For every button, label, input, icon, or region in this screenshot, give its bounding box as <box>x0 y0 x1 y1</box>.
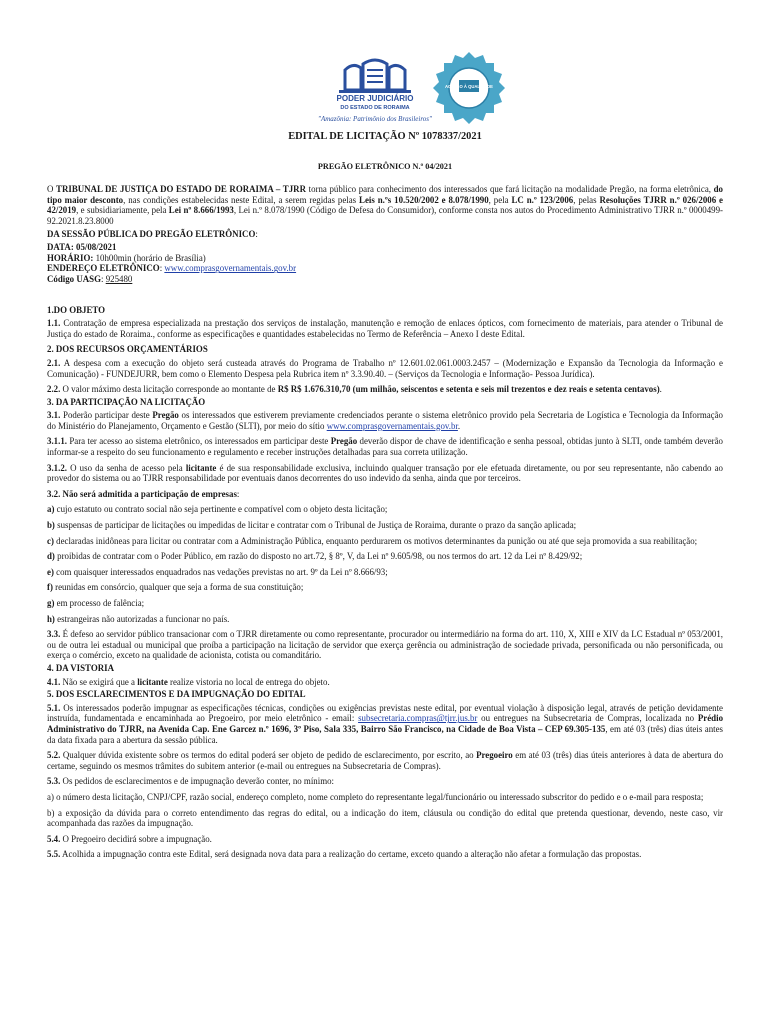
document-header <box>47 0 723 128</box>
paragraph-4-1: 4.1. Não se exigirá que a licitante realize vistoria no local de entrega do objeto. <box>47 676 330 687</box>
quality-seal <box>429 50 509 130</box>
paragraph-2-1: 2.1. A despesa com a execução do objeto será custeada através do Programa de Trabalho nº 12.601.02.061.0003.2457 – (Modernização e Expansão da Tecnologia da Informação e Comunicação) - FUNDEJURR, bem como o Elemento Despesa pela Rubrica item nº 3.3.90.40. – (Serviços da Tecnologia e Informação- Pessoa Jurídica). <box>47 357 723 379</box>
paragraph-5-2: 5.2. Qualquer dúvida existente sobre os termos do edital poderá ser objeto de pedido de esclarecimento, por escrito, ao Pregoeiro em até 03 (três) dias úteis anteriores à data de abertura do certame, seguindo os mesmos trâmites do subitem anterior (e-mail ou entregues na Subsecretaria de Compras). <box>47 750 724 771</box>
sessao-data: DATA: 05/08/2021 <box>47 242 117 253</box>
comprasgov-link[interactable]: www.comprasgovernamentais.gov.br <box>164 263 297 274</box>
paragraph-5-4: 5.4. O Pregoeiro decidirá sobre a impugnação. <box>47 833 212 844</box>
edital-title: EDITAL DE LICITAÇÃO Nº 1078337/2021 <box>288 131 482 142</box>
paragraph-1-1: 1.1. Contratação de empresa especializada na prestação dos serviços de instalação, manutenção e remoção de enlaces ópticos, com fornecimento de materiais, para atender o Tribunal de Justiça do estado de Roraima., conforme as especificações e quantidades estabelecidas no Termo de Referência – Anexo I deste Edital. <box>47 318 723 339</box>
paragraph-5-3: 5.3. Os pedidos de esclarecimentos e de impugnação deverão conter, no mínimo: <box>47 776 335 787</box>
paragraph-5-1: 5.1. Os interessados poderão impugnar as especificações técnicas, condições ou exigências previstas neste edital, por eventual violação à disposição legal, através de petição devidamente instruída, fundamentada e encaminhada ao Pregoeiro, por meio eletrônico - email: subsecretaria.compras@tjrr.jus.br ou entregues na Subsecretaria de Compras, localizada no Prédio Administrativo do TJRR, na Avenida Cap. Ene Garcez n.º 1696, 3º Piso, Sala 335, Bairro São Francisco, na Cidade de Boa Vista – CEP 69.305-135, em até 03 (três) dias úteis antes da data fixada para a abertura da sessão pública. <box>47 702 724 745</box>
comprasgov-link-2[interactable]: www.comprasgovernamentais.gov.br <box>326 420 458 431</box>
section-1-heading: 1.DO OBJETO <box>47 304 106 315</box>
list-item: f) reunidas em consórcio, qualquer que seja a forma de sua constituição; <box>47 582 304 593</box>
list-item: c) declaradas inidôneas para licitar ou contratar com a Administração Pública, enquanto perdurarem os motivos determinantes da punição ou até que seja promovida a sua reabilitação; <box>47 535 698 546</box>
intro-paragraph: O TRIBUNAL DE JUSTIÇA DO ESTADO DE RORAIMA – TJRR torna público para conhecimento dos interessados que fará licitação na modalidade Pregão, na forma eletrônica, do tipo maior desconto, nas condições estabelecidas neste Edital, a serem regidas pelas Leis n.ºs 10.520/2002 e 8.078/1990, pela LC n.º 123/2006, pelas Resoluções TJRR n.º 026/2006 e 42/2019, e subsidiariamente, pela Lei nº 8.666/1993, Lei n.º 8.078/1990 (Código de Defesa do Consumidor), conforme consta nos autos do Procedimento Administrativo TJRR n.º 0000499-92.2021.8.23.8000 <box>47 184 723 226</box>
list-item: h) estrangeiras não autorizadas a funcionar no país. <box>47 613 230 624</box>
sessao-heading: DA SESSÃO PÚBLICA DO PREGÃO ELETRÔNICO: <box>47 228 258 239</box>
svg-text:ACESSO À QUALIDADE: ACESSO À QUALIDADE <box>445 84 493 89</box>
list-item: e) com quaisquer interessados enquadrados nas vedações previstas no art. 9º da Lei nº 8.666/93; <box>47 566 388 577</box>
list-item: g) em processo de falência; <box>47 598 145 608</box>
paragraph-3-3: 3.3. É defeso ao servidor público transacionar com o TJRR diretamente ou como representante, procurador ou intermediário na forma do art. 110, X, XIII e XIV da LC Estadual nº 053/2001, ou de outra lei estadual ou municipal que proíba a participação na licitação de servidor que exerça gerência ou administração de sociedade privada, personificada ou não personificada, ou exerça o comércio, exceto na qualidade de acionista, cotista ou comanditário. <box>47 629 723 661</box>
svg-text:PODER JUDICIÁRIO: PODER JUDICIÁRIO <box>336 94 414 103</box>
list-item: d) proibidas de contratar com o Poder Público, em razão do disposto no art.72, § 8º, V, da Lei nº 9.605/98, ou nos termos do art. 12 da Lei nº 8.429/92; <box>47 551 583 562</box>
sessao-details <box>47 242 723 284</box>
pregao-subtitle: PREGÃO ELETRÔNICO N.º 04/2021 <box>317 161 453 171</box>
sessao-uasg: Código UASG: 925480 <box>47 273 133 284</box>
sessao-endereco: ENDEREÇO ELETRÔNICO: www.comprasgovernamentais.gov.br <box>47 263 297 274</box>
document-page <box>47 0 723 865</box>
paragraph-5-3-b: b) a exposição da dúvida para o correto entendimento das regras do edital, ou a indicação do item, cláusula ou condição do edital que pretenda questionar, devendo, neste caso, vir acompanhada das razões da impugnação. <box>47 807 723 829</box>
paragraph-5-3-a: a) o número desta licitação, CNPJ/CPF, razão social, endereço completo, nome completo do representante legal/funcionário ou interessado subscritor do pedido e o e-mail para resposta; <box>47 791 704 802</box>
paragraph-3-1-2: 3.1.2. O uso da senha de acesso pela licitante é de sua responsabilidade exclusiva, incluindo qualquer transação por ele efetuada diretamente, ou por seu representante, não cabendo ao provedor do sistema ou ao TJRR responsabilidade por eventuais danos decorrentes do uso indevido da senha, ainda que por terceiros. <box>47 462 723 484</box>
section-4-heading: 4. DA VISTORIA <box>47 662 114 673</box>
list-item: b) suspensas de participar de licitações ou impedidas de licitar e contratar com o Tribunal de Justiça de Roraima, durante o prazo da sanção aplicada; <box>47 520 577 531</box>
section-5-heading: 5. DOS ESCLARECIMENTOS E DA IMPUGNAÇÃO DO EDITAL <box>47 689 306 700</box>
list-item: a) cujo estatuto ou contrato social não seja pertinente e compatível com o objeto desta licitação; <box>47 504 388 515</box>
compras-email-link[interactable]: subsecretaria.compras@tjrr.jus.br <box>358 713 478 724</box>
paragraph-3-2: 3.2. Não será admitida a participação de empresas: <box>47 488 240 499</box>
paragraph-3-1-1: 3.1.1. Para ter acesso ao sistema eletrônico, os interessados em participar deste Pregão deverão dispor de chave de identificação e senha pessoal, obtidas junto à SLTI, onde também deverão informar-se a respeito do seu funcionamento e regulamento e receber instruções detalhadas para sua correta utilização. <box>47 436 723 458</box>
section-3-heading: 3. DA PARTICIPAÇÃO NA LICITAÇÃO <box>47 396 206 407</box>
svg-text:"Amazônia: Patrimônio dos Bras: "Amazônia: Patrimônio dos Brasileiros" <box>318 115 432 123</box>
section-2-heading: 2. DOS RECURSOS ORÇAMENTÁRIOS <box>47 344 208 355</box>
svg-text:DO ESTADO DE RORAIMA: DO ESTADO DE RORAIMA <box>340 105 410 111</box>
paragraph-3-1: 3.1. Poderão participar deste Pregão os interessados que estiverem previamente credenciados perante o sistema eletrônico provido pela Secretaria de Logística e Tecnologia da Informação do Ministério do Planejamento, Orçamento e Gestão (SLTI), por meio do sítio www.comprasgovernamentais.gov.br. <box>47 410 723 431</box>
paragraph-2-2: 2.2. O valor máximo desta licitação corresponde ao montante de R$ R$ 1.676.310,70 (um milhão, seiscentos e setenta e seis mil trezentos e dez reais e setenta centavos). <box>47 384 662 395</box>
paragraph-5-5: 5.5. Acolhida a impugnação contra este Edital, será designada nova data para a realização do certame, exceto quando a alteração não afetar a formulação das propostas. <box>47 849 642 860</box>
sessao-horario: HORÁRIO: 10h00min (horário de Brasília) <box>47 252 206 263</box>
